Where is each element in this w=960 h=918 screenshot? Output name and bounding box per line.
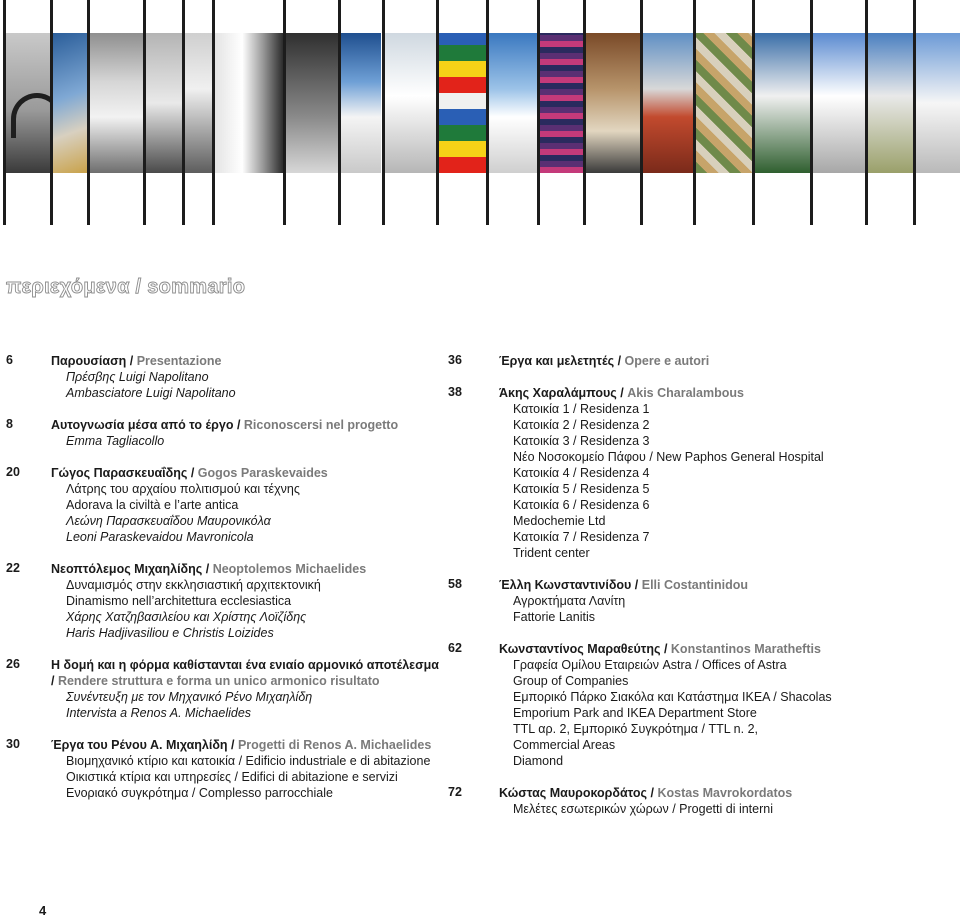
- entry-subline: Ambasciatore Luigi Napolitano: [66, 386, 236, 400]
- entry-page-number: 6: [6, 353, 13, 367]
- entry-subline: Συνέντευξη με τον Μηχανικό Ρένο Μιχαηλίδη: [66, 690, 313, 704]
- entry-subline: Diamond: [513, 754, 564, 768]
- entry-subline: Adorava la civiltà e l’arte antica: [66, 498, 239, 512]
- entry-page-number: 22: [6, 561, 20, 575]
- entry-subline: Trident center: [513, 546, 590, 560]
- toc-entry[interactable]: [0, 353, 960, 369]
- entry-page-number: 36: [448, 353, 462, 367]
- entry-subline: Λεώνη Παρασκευαΐδου Μαυρονικόλα: [66, 514, 271, 528]
- entry-heading-italian: Konstantinos Maratheftis: [670, 642, 821, 656]
- entry-heading-greek: Γώγος Παρασκευαΐδης: [51, 466, 188, 480]
- divider-bar: [143, 0, 146, 225]
- entry-page-number: 26: [6, 657, 20, 671]
- divider-bar: [338, 0, 341, 225]
- entry-heading-greek: Έλλη Κωνσταντινίδου: [499, 578, 632, 592]
- entry-subline: Κατοικία 3 / Residenza 3: [513, 434, 650, 448]
- entry-page-number: 72: [448, 785, 462, 799]
- entry-heading-separator: /: [187, 466, 198, 480]
- entry-heading: [499, 353, 960, 369]
- entry-page-number: 30: [6, 737, 20, 751]
- toc-title: περιεχόμενα / sommario: [6, 276, 246, 298]
- entry-heading: [499, 785, 960, 801]
- entry-subline: Κατοικία 1 / Residenza 1: [513, 402, 650, 416]
- photo-tile: [341, 33, 381, 173]
- entry-subline: Γραφεία Ομίλου Εταιρειών Astra / Offices of Astra: [513, 658, 787, 672]
- entry-page-number: 20: [6, 465, 20, 479]
- entry-page-number: 8: [6, 417, 13, 431]
- divider-bar: [752, 0, 755, 225]
- entry-heading-greek: Κωνσταντίνος Μαραθεύτης: [499, 642, 661, 656]
- photo-tile: [916, 33, 960, 173]
- photo-tile: [5, 33, 53, 173]
- photo-tile: [643, 33, 693, 173]
- entry-body: [0, 577, 960, 625]
- entry-heading-separator: /: [51, 674, 58, 688]
- entry-subline: Intervista a Renos A. Michaelides: [66, 706, 252, 720]
- entry-subline: Κατοικία 6 / Residenza 6: [513, 498, 650, 512]
- entry-subline: Haris Hadjivasiliou e Christis Loizides: [66, 626, 274, 640]
- entry-subline: Leoni Paraskevaidou Mavronicola: [66, 530, 254, 544]
- photo-tile: [438, 33, 488, 173]
- entry-subline: Λάτρης του αρχαίου πολιτισμού και τέχνης: [66, 482, 300, 496]
- entry-subline: Dinamismo nell’architettura ecclesiastica: [66, 594, 292, 608]
- photo-tile: [53, 33, 87, 173]
- entry-subline: Χάρης Χατζηβασιλείου και Χρίστης Λοϊζίδης: [66, 610, 307, 624]
- entry-body: [0, 385, 960, 561]
- photo-tile: [696, 33, 752, 173]
- divider-bar: [865, 0, 868, 225]
- entry-page-number: 62: [448, 641, 462, 655]
- photo-tile: [146, 33, 182, 173]
- divider-bar: [810, 0, 813, 225]
- photo-tile: [868, 33, 913, 173]
- entry-subline: Πρέσβης Luigi Napolitano: [66, 370, 209, 384]
- photo-tile: [488, 33, 538, 173]
- entry-heading-italian: Neoptolemos Michaelides: [212, 562, 367, 576]
- divider-bar: [640, 0, 643, 225]
- divider-bar: [436, 0, 439, 225]
- divider-bar: [283, 0, 286, 225]
- entry-heading: [499, 641, 960, 657]
- entry-heading: [499, 385, 960, 401]
- entry-heading-greek: Νεοπτόλεμος Μιχαηλίδης: [51, 562, 203, 576]
- toc-entry[interactable]: [0, 785, 960, 817]
- entry-heading-separator: /: [647, 786, 658, 800]
- entry-heading-italian: Opere e autori: [624, 354, 710, 368]
- entry-heading-separator: /: [631, 578, 642, 592]
- entry-heading-italian: Rendere struttura e forma un unico armonico risultato: [57, 674, 380, 688]
- entry-heading-greek: Η δομή και η φόρμα καθίστανται ένα ενιαίο αρμονικό αποτέλεσμα: [51, 658, 439, 672]
- photo-tile: [215, 33, 283, 173]
- entry-subline: Fattorie Lanitis: [513, 610, 595, 624]
- entry-heading-greek: Κώστας Μαυροκορδάτος: [499, 786, 648, 800]
- entry-subline: Μελέτες εσωτερικών χώρων / Progetti di interni: [513, 802, 773, 816]
- divider-bar: [212, 0, 215, 225]
- entry-heading-greek: Άκης Χαραλάμπους: [499, 386, 617, 400]
- entry-subline: Group of Companies: [513, 674, 629, 688]
- divider-bar: [182, 0, 185, 225]
- entry-subline: Medochemie Ltd: [513, 514, 606, 528]
- toc-entry[interactable]: [0, 385, 960, 561]
- entry-heading-italian: Presentazione: [136, 354, 222, 368]
- entry-subline: Εμπορικό Πάρκο Σιακόλα και Κατάστημα IKEA / Shacolas: [513, 690, 832, 704]
- entry-heading-separator: /: [202, 562, 213, 576]
- entry-heading-italian: Akis Charalambous: [627, 386, 744, 400]
- toc-entry[interactable]: [0, 641, 960, 769]
- entry-page-number: 58: [448, 577, 462, 591]
- divider-bar: [913, 0, 916, 225]
- toc-entry[interactable]: [0, 577, 960, 625]
- divider-bar: [537, 0, 540, 225]
- entry-heading-separator: /: [616, 386, 628, 400]
- entry-subline: Κατοικία 2 / Residenza 2: [513, 418, 650, 432]
- entry-body: [0, 785, 960, 817]
- entry-heading-italian: Progetti di Renos A. Michaelides: [237, 738, 432, 752]
- entry-heading-italian: Riconoscersi nel progetto: [243, 418, 399, 432]
- entry-heading-separator: /: [233, 418, 244, 432]
- entry-subline: Κατοικία 5 / Residenza 5: [513, 482, 650, 496]
- entry-heading-greek: Αυτογνωσία μέσα από το έργο: [51, 418, 234, 432]
- divider-bar: [382, 0, 385, 225]
- photo-tile: [385, 33, 438, 173]
- divider-bar: [87, 0, 90, 225]
- photo-tile: [286, 33, 341, 173]
- entry-subline: Emma Tagliacollo: [66, 434, 165, 448]
- entry-subline: Ενοριακό συγκρότημα / Complesso parrocchiale: [66, 786, 333, 800]
- entry-heading-greek: Παρουσίαση: [51, 354, 127, 368]
- entry-subline: TTL αρ. 2, Εμπορικό Συγκρότημα / TTL n. 2,: [513, 722, 759, 736]
- entry-heading-separator: /: [614, 354, 625, 368]
- divider-bar: [583, 0, 586, 225]
- entry-subline: Κατοικία 4 / Residenza 4: [513, 466, 650, 480]
- divider-bar: [486, 0, 489, 225]
- entry-subline: Βιομηχανικό κτίριο και κατοικία / Edificio industriale e di abitazione: [66, 754, 431, 768]
- entry-heading-italian: Elli Costantinidou: [641, 578, 748, 592]
- entry-subline: Commercial Areas: [513, 738, 616, 752]
- entry-heading-greek: Έργα του Ρένου Α. Μιχαηλίδη: [51, 738, 228, 752]
- entry-heading-separator: /: [227, 738, 238, 752]
- entry-subline: Αγροκτήματα Λανίτη: [513, 594, 626, 608]
- toc-right-column: [0, 353, 960, 833]
- entry-page-number: 38: [448, 385, 462, 399]
- photo-tile: [755, 33, 810, 173]
- entry-heading-greek: Έργα και μελετητές: [499, 354, 615, 368]
- entry-subline: Οικιστικά κτίρια και υπηρεσίες / Edifici di abitazione e servizi: [66, 770, 398, 784]
- entry-body: [0, 353, 960, 369]
- photo-tile: [813, 33, 865, 173]
- entry-heading-separator: /: [126, 354, 137, 368]
- photo-strip: [0, 0, 960, 225]
- entry-heading: [499, 577, 960, 593]
- divider-bar: [50, 0, 53, 225]
- entry-body: [0, 641, 960, 769]
- entry-subline: Emporium Park and IKEA Department Store: [513, 706, 757, 720]
- divider-bar: [3, 0, 6, 225]
- photo-tile: [540, 33, 585, 173]
- entry-heading-italian: Gogos Paraskevaides: [197, 466, 328, 480]
- entry-subline: Νέο Νοσοκομείο Πάφου / New Paphos General Hospital: [513, 450, 824, 464]
- entry-subline: Δυναμισμός στην εκκλησιαστική αρχιτεκτονική: [66, 578, 321, 592]
- page-number: 4: [39, 903, 47, 918]
- photo-tile: [185, 33, 215, 173]
- divider-bar: [693, 0, 696, 225]
- entry-heading-italian: Kostas Mavrokordatos: [657, 786, 793, 800]
- photo-tile: [585, 33, 640, 173]
- entry-subline: Κατοικία 7 / Residenza 7: [513, 530, 650, 544]
- entry-heading-separator: /: [660, 642, 671, 656]
- photo-tile: [90, 33, 143, 173]
